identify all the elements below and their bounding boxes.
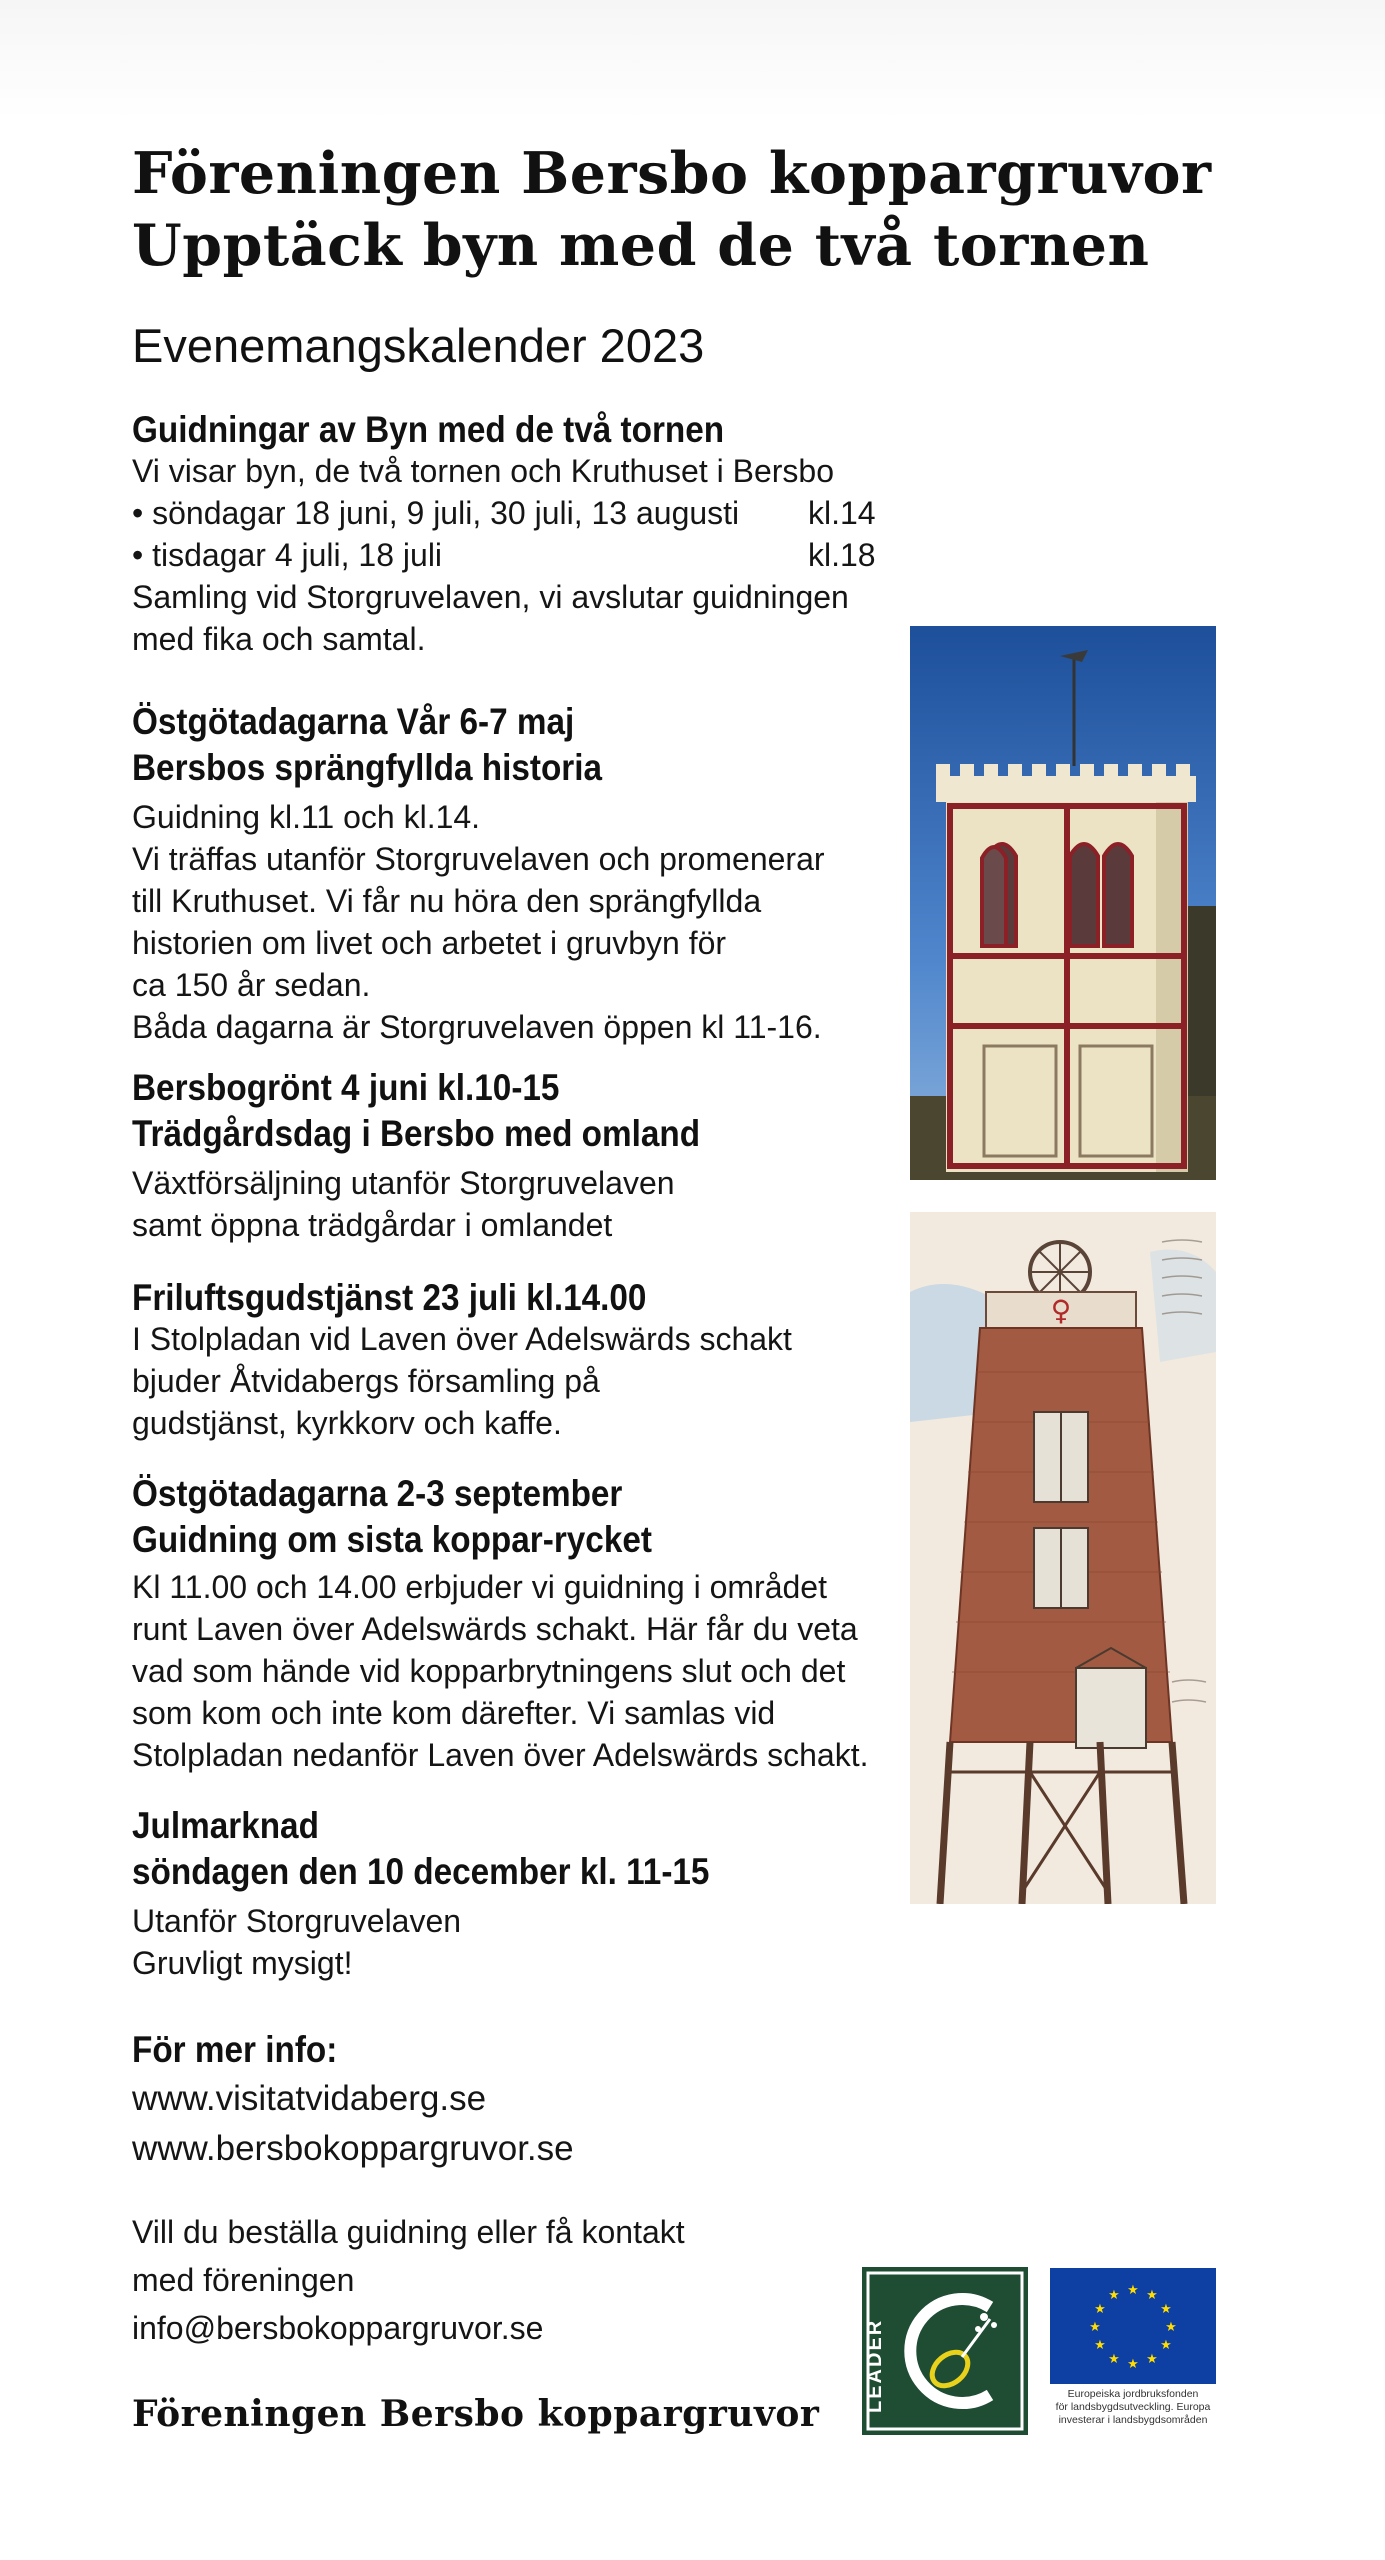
page-top-shade — [0, 0, 1385, 120]
event-heading-host-2: Guidning om sista koppar-rycket — [132, 1519, 652, 1560]
svg-text:★: ★ — [1160, 2338, 1172, 2353]
eu-caption-line: Europeiska jordbruksfonden — [1067, 2388, 1199, 2400]
event-text: ca 150 år sedan. — [132, 967, 371, 1003]
event-text: Vi visar byn, de två tornen och Kruthuset i Bersbo — [132, 453, 835, 489]
page-title-line-2: Upptäck byn med de två tornen — [132, 212, 1150, 279]
event-text: samt öppna trädgårdar i omlandet — [132, 1207, 613, 1243]
event-text: Samling vid Storgruvelaven, vi avslutar guidningen — [132, 579, 849, 615]
event-body-var — [132, 796, 825, 1048]
event-text: till Kruthuset. Vi får nu höra den sprängfyllda — [132, 883, 762, 919]
event-body-jul — [132, 1900, 461, 1984]
svg-text:★: ★ — [1127, 2283, 1139, 2298]
event-text: gudstjänst, kyrkkorv och kaffe. — [132, 1405, 562, 1441]
event-text: historien om livet och arbetet i gruvbyn för — [132, 925, 727, 961]
event-body-bersbogront — [132, 1162, 675, 1246]
leader-wordmark: LEADER — [864, 2318, 886, 2413]
event-text: Guidning kl.11 och kl.14. — [132, 799, 481, 835]
event-text: vad som hände vid kopparbrytningens slut och det — [132, 1653, 846, 1689]
schedule-days: • tisdagar 4 juli, 18 juli — [132, 537, 443, 573]
event-text: Gruvligt mysigt! — [132, 1945, 353, 1981]
event-body-guidningar — [132, 450, 876, 660]
info-links — [132, 2074, 574, 2174]
event-heading-var-2: Bersbos sprängfyllda historia — [132, 747, 603, 788]
event-heading-bersbogront-1: Bersbogrönt 4 juni kl.10-15 — [132, 1067, 560, 1108]
event-text: med fika och samtal. — [132, 621, 426, 657]
tower-photo — [910, 626, 1216, 1180]
event-heading-bersbogront-2: Trädgårdsdag i Bersbo med omland — [132, 1113, 701, 1154]
website-link[interactable]: www.bersbokoppargruvor.se — [132, 2129, 574, 2168]
svg-text:★: ★ — [1165, 2320, 1177, 2335]
event-text: som kom och inte kom därefter. Vi samlas vid — [132, 1695, 776, 1731]
svg-text:★: ★ — [1146, 2288, 1158, 2303]
event-body-friluft — [132, 1318, 792, 1444]
event-text: Utanför Storgruvelaven — [132, 1903, 462, 1939]
email-link[interactable]: info@bersbokoppargruvor.se — [132, 2310, 544, 2346]
event-heading-guidningar: Guidningar av Byn med de två tornen — [132, 409, 725, 450]
page-title-line-1: Föreningen Bersbo koppargruvor — [132, 140, 1212, 207]
svg-text:★: ★ — [1108, 2288, 1120, 2303]
event-text: Kl 11.00 och 14.00 erbjuder vi guidning i området — [132, 1569, 827, 1605]
footer-organization-name: Föreningen Bersbo koppargruvor — [132, 2393, 820, 2435]
contact-block — [132, 2208, 685, 2352]
svg-text:★: ★ — [1094, 2302, 1106, 2317]
event-text: runt Laven över Adelswärds schakt. Här får du veta — [132, 1611, 858, 1647]
event-text: Båda dagarna är Storgruvelaven öppen kl 11-16. — [132, 1009, 822, 1045]
event-heading-jul-1: Julmarknad — [132, 1805, 319, 1846]
event-heading-var-1: Östgötadagarna Vår 6-7 maj — [132, 701, 575, 742]
leader-logo — [862, 2267, 1028, 2435]
eu-caption — [1050, 2388, 1216, 2427]
calendar-subtitle: Evenemangskalender 2023 — [132, 319, 705, 372]
eu-caption-line: investerar i landsbygdsområden — [1058, 2414, 1208, 2426]
eu-flag — [1050, 2268, 1216, 2384]
svg-text:★: ★ — [1108, 2352, 1120, 2367]
event-text: I Stolpladan vid Laven över Adelswärds schakt — [132, 1321, 792, 1357]
event-text: bjuder Åtvidabergs församling på — [132, 1363, 600, 1399]
event-text: Växtförsäljning utanför Storgruvelaven — [132, 1165, 675, 1201]
svg-text:♀: ♀ — [1050, 1294, 1072, 1327]
event-body-host — [132, 1566, 868, 1776]
schedule-days: • söndagar 18 juni, 9 juli, 30 juli, 13 augusti — [132, 495, 740, 531]
svg-text:★: ★ — [1127, 2357, 1139, 2372]
schedule-row — [132, 492, 876, 534]
event-text: Stolpladan nedanför Laven över Adelswärds schakt. — [132, 1737, 869, 1773]
tower-drawing — [910, 1212, 1216, 1904]
website-link[interactable]: www.visitatvidaberg.se — [132, 2079, 487, 2118]
contact-text: Vill du beställa guidning eller få kontakt — [132, 2214, 685, 2250]
svg-text:★: ★ — [1094, 2338, 1106, 2353]
svg-text:★: ★ — [1089, 2320, 1101, 2335]
schedule-time: kl.18 — [808, 537, 876, 573]
contact-text: med föreningen — [132, 2262, 355, 2298]
eu-stars-icon — [1050, 2268, 1216, 2384]
schedule-time: kl.14 — [808, 495, 876, 531]
eu-caption-line: för landsbygdsutveckling. Europa — [1055, 2401, 1211, 2413]
info-heading: För mer info: — [132, 2029, 338, 2070]
event-heading-jul-2: söndagen den 10 december kl. 11-15 — [132, 1851, 710, 1892]
event-text: Vi träffas utanför Storgruvelaven och promenerar — [132, 841, 825, 877]
svg-text:★: ★ — [1146, 2352, 1158, 2367]
event-heading-host-1: Östgötadagarna 2-3 september — [132, 1473, 623, 1514]
svg-text:★: ★ — [1160, 2302, 1172, 2317]
schedule-row — [132, 534, 876, 576]
event-heading-friluft: Friluftsgudstjänst 23 juli kl.14.00 — [132, 1277, 647, 1318]
